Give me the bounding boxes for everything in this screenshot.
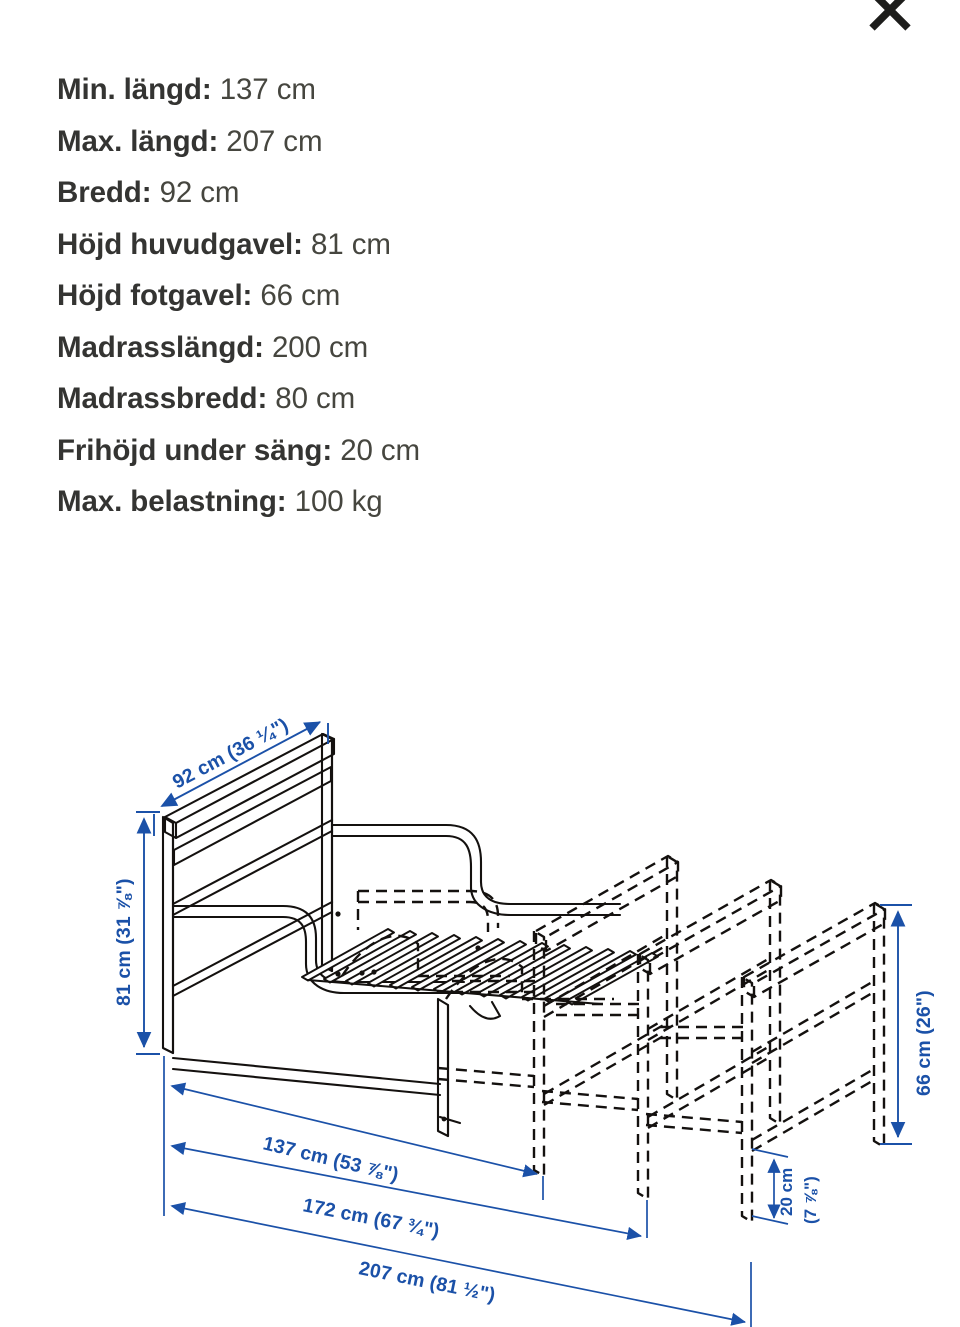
spec-row [57,270,677,322]
headboard-low-rail-bot [173,912,332,996]
extension-stage-2 [446,880,781,1199]
extension-stage-3-footboard [646,903,885,1222]
spec-label: Madrasslängd: [57,330,264,364]
headboard-mid-rail-top [173,820,332,904]
spec-label: Madrassbredd: [57,382,268,415]
headboard-left-post [163,817,173,1053]
spec-row [57,373,677,425]
dimension-label-92cm: 92 cm (36 ¼") [169,714,293,794]
dimension-label-66cm: 66 cm (26") [913,990,935,1096]
footrail-lower-b [173,1069,440,1095]
dimension-label-207cm: 207 cm (81 ½") [357,1257,498,1307]
spec-label: Bredd: [57,176,152,209]
spec-value: 137 cm [219,73,316,106]
spec-row [57,219,677,271]
spec-value: 207 cm [226,124,323,158]
dimension-label-137cm: 137 cm (53 ⅞") [260,1132,401,1187]
spec-label: Frihöjd under säng: [57,433,333,467]
spec-row [57,167,677,219]
product-specification-list [57,64,677,528]
dimension-label-20cm: 20 cm [777,1167,796,1216]
bed-frame-extension-dashed [342,856,885,1222]
spec-value: 81 cm [311,227,391,261]
spec-label: Min. längd: [57,73,212,106]
footrail-lower-a [173,1058,440,1084]
close-x-icon [864,0,916,36]
dimension-label-20cm-inch: (7 ⅞") [801,1176,820,1224]
dimension-length-137 [172,1086,543,1200]
dimension-length-207 [172,1206,751,1327]
spec-row [57,116,677,168]
bed-dimension-diagram [40,676,960,1327]
spec-value: 200 cm [272,330,369,364]
spec-label: Max. längd: [57,124,219,158]
spec-value: 80 cm [275,382,356,415]
dimension-label-172cm: 172 cm (67 ¾") [301,1194,442,1243]
close-button[interactable] [858,0,922,42]
spec-row [57,476,677,528]
spec-row [57,64,677,116]
headboard-mid-rail-bot [173,831,332,915]
spec-label: Max. belastning: [57,485,287,518]
bed-frame-solid [163,734,658,1136]
spec-row [57,425,677,477]
spec-value: 100 kg [294,485,383,518]
spec-value: 92 cm [159,176,240,209]
dimension-label-81cm: 81 cm (31 ⅞") [113,878,135,1006]
spec-value: 66 cm [260,279,341,312]
spec-label: Höjd huvudgavel: [57,227,303,261]
spec-label: Höjd fotgavel: [57,279,253,312]
spec-value: 20 cm [340,433,421,467]
spec-row [57,322,677,374]
dimension-height-81 [136,812,160,1054]
